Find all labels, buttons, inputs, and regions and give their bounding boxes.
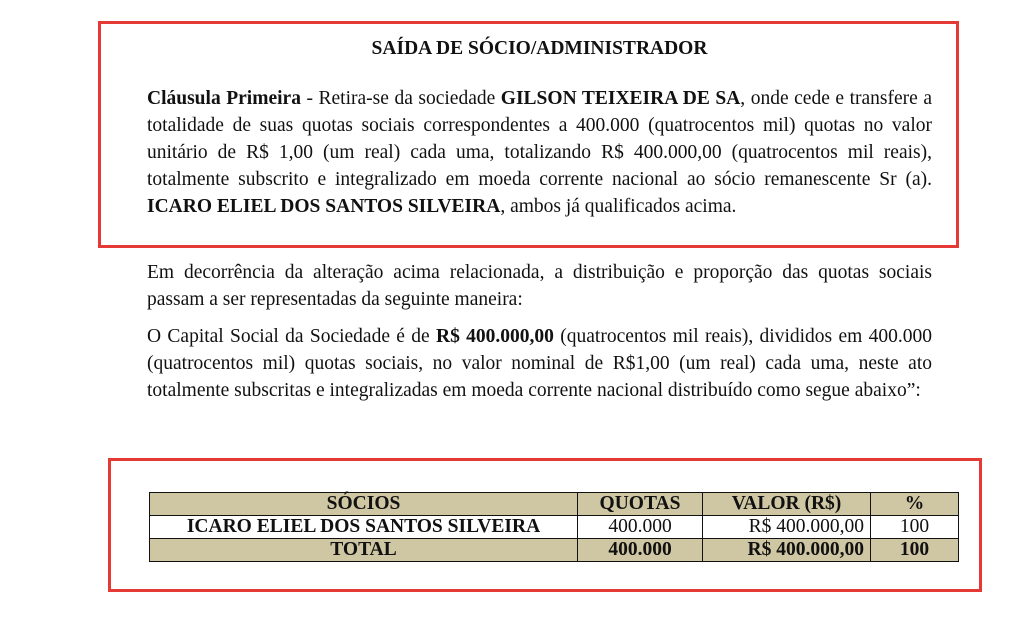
clause-text-1: - Retira-se da sociedade — [300, 88, 501, 109]
header-socios: SÓCIOS — [150, 493, 578, 516]
total-quotas-cell: 400.000 — [578, 539, 703, 562]
distribution-paragraph: Em decorrência da alteração acima relacionada, a distribuição e proporção das quotas sociais passam a ser representadas da seguinte maneira: — [147, 262, 932, 310]
section-heading: SAÍDA DE SÓCIO/ADMINISTRADOR — [371, 38, 708, 59]
capital-amount: R$ 400.000,00 — [436, 326, 554, 347]
quotas-table — [149, 492, 959, 562]
clause-label: Cláusula Primeira — [147, 88, 301, 109]
total-value-cell: R$ 400.000,00 — [703, 539, 871, 562]
clause-text-2: , onde cede e transfere a totalidade de suas quotas sociais correspondentes a 400.000 (quatrocentos mil) quotas no valor unitário de R$ 1,00 (um real) cada uma, totalizando R$ 400.000,00 (quatrocentos mil reais), totalmente subscrito e integralizado em moeda corrente nacional ao sócio remanescente Sr (a). — [147, 88, 932, 190]
remaining-partner-name: ICARO ELIEL DOS SANTOS SILVEIRA — [147, 196, 501, 217]
capital-text-2: (quatrocentos mil reais), divididos em 400.000 (quatrocentos mil) quotas sociais, no valor nominal de R$1,00 (um real) cada uma, neste ato totalmente subscritas e integralizadas em moeda corrente nacional distribuído como segue abaixo”: — [147, 326, 932, 401]
total-label-cell: TOTAL — [150, 539, 578, 562]
value-cell: R$ 400.000,00 — [703, 516, 871, 539]
header-percent: % — [871, 493, 959, 516]
table-total-row — [150, 539, 959, 562]
partner-name-cell: ICARO ELIEL DOS SANTOS SILVEIRA — [150, 516, 578, 539]
clause-text-3: , ambos já qualificados acima. — [500, 196, 737, 217]
capital-paragraph — [147, 323, 932, 404]
clause-paragraph — [147, 85, 932, 220]
percent-cell: 100 — [871, 516, 959, 539]
header-quotas: QUOTAS — [578, 493, 703, 516]
departing-partner-name: GILSON TEIXEIRA DE SA — [500, 88, 741, 109]
table-row — [150, 516, 959, 539]
capital-text-1: O Capital Social da Sociedade é de — [147, 326, 437, 347]
header-valor: VALOR (R$) — [703, 493, 871, 516]
table-header-row — [150, 493, 959, 516]
quotas-cell: 400.000 — [578, 516, 703, 539]
total-percent-cell: 100 — [871, 539, 959, 562]
